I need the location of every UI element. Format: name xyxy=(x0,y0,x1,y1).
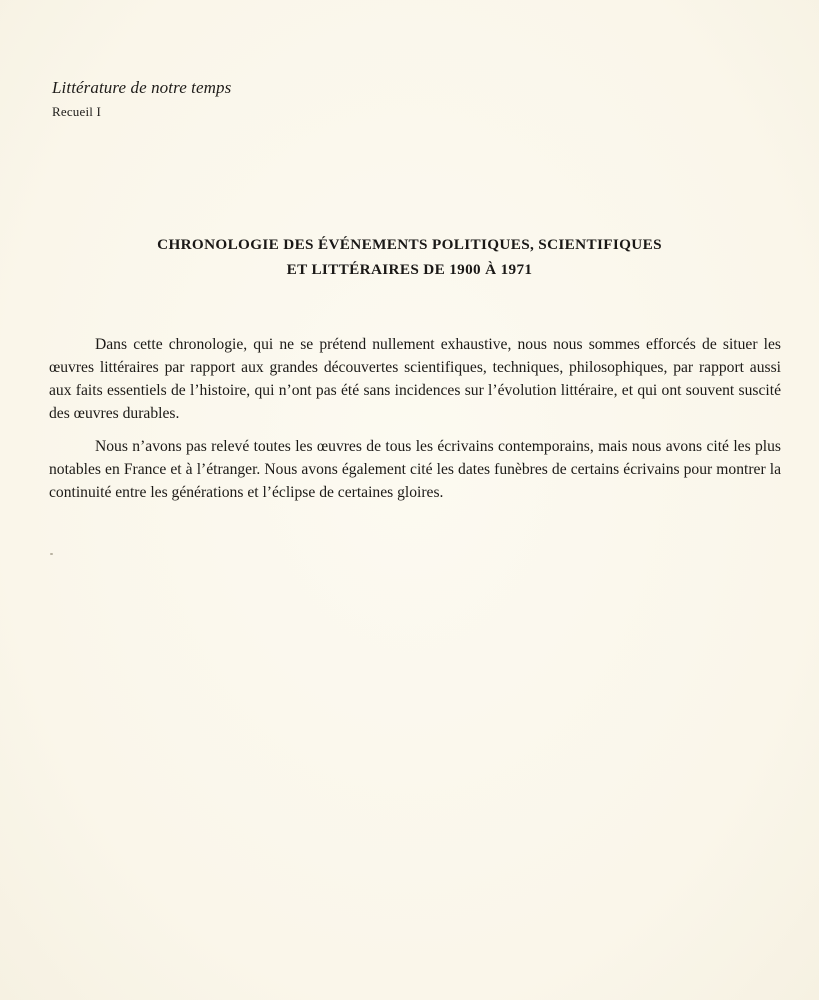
series-title: Littérature de notre temps xyxy=(52,78,232,97)
paragraph-1: Dans cette chronologie, qui ne se prétend nullement exhaustive, nous nous sommes efforcés de situer les œuvres littéraires par rapport aux grandes découvertes scientifiques, techniques, philosophiques, par rapport aussi aux faits essentiels de l’histoire, qui n’ont pas été sans incidences sur l’évolution littéraire, et qui ont souvent suscité des œuvres durables. xyxy=(49,336,781,422)
paper-speck xyxy=(50,553,53,555)
chapter-title-line-1: CHRONOLOGIE DES ÉVÉNEMENTS POLITIQUES, SCIENTIFIQUES xyxy=(157,236,662,253)
running-head xyxy=(52,78,231,120)
chapter-title-line-2: ET LITTÉRAIRES DE 1900 À 1971 xyxy=(286,261,533,278)
chapter-title xyxy=(60,232,759,282)
paragraph-2: Nous n’avons pas relevé toutes les œuvres de tous les écrivains contemporains, mais nous avons cité les plus notables en France et à l’étranger. Nous avons également cité les dates funèbres de certains écrivains pour montrer la continuité entre les générations et l’éclipse de certaines gloires. xyxy=(49,438,781,501)
intro-text xyxy=(49,333,781,514)
volume-label: Recueil I xyxy=(52,104,102,119)
